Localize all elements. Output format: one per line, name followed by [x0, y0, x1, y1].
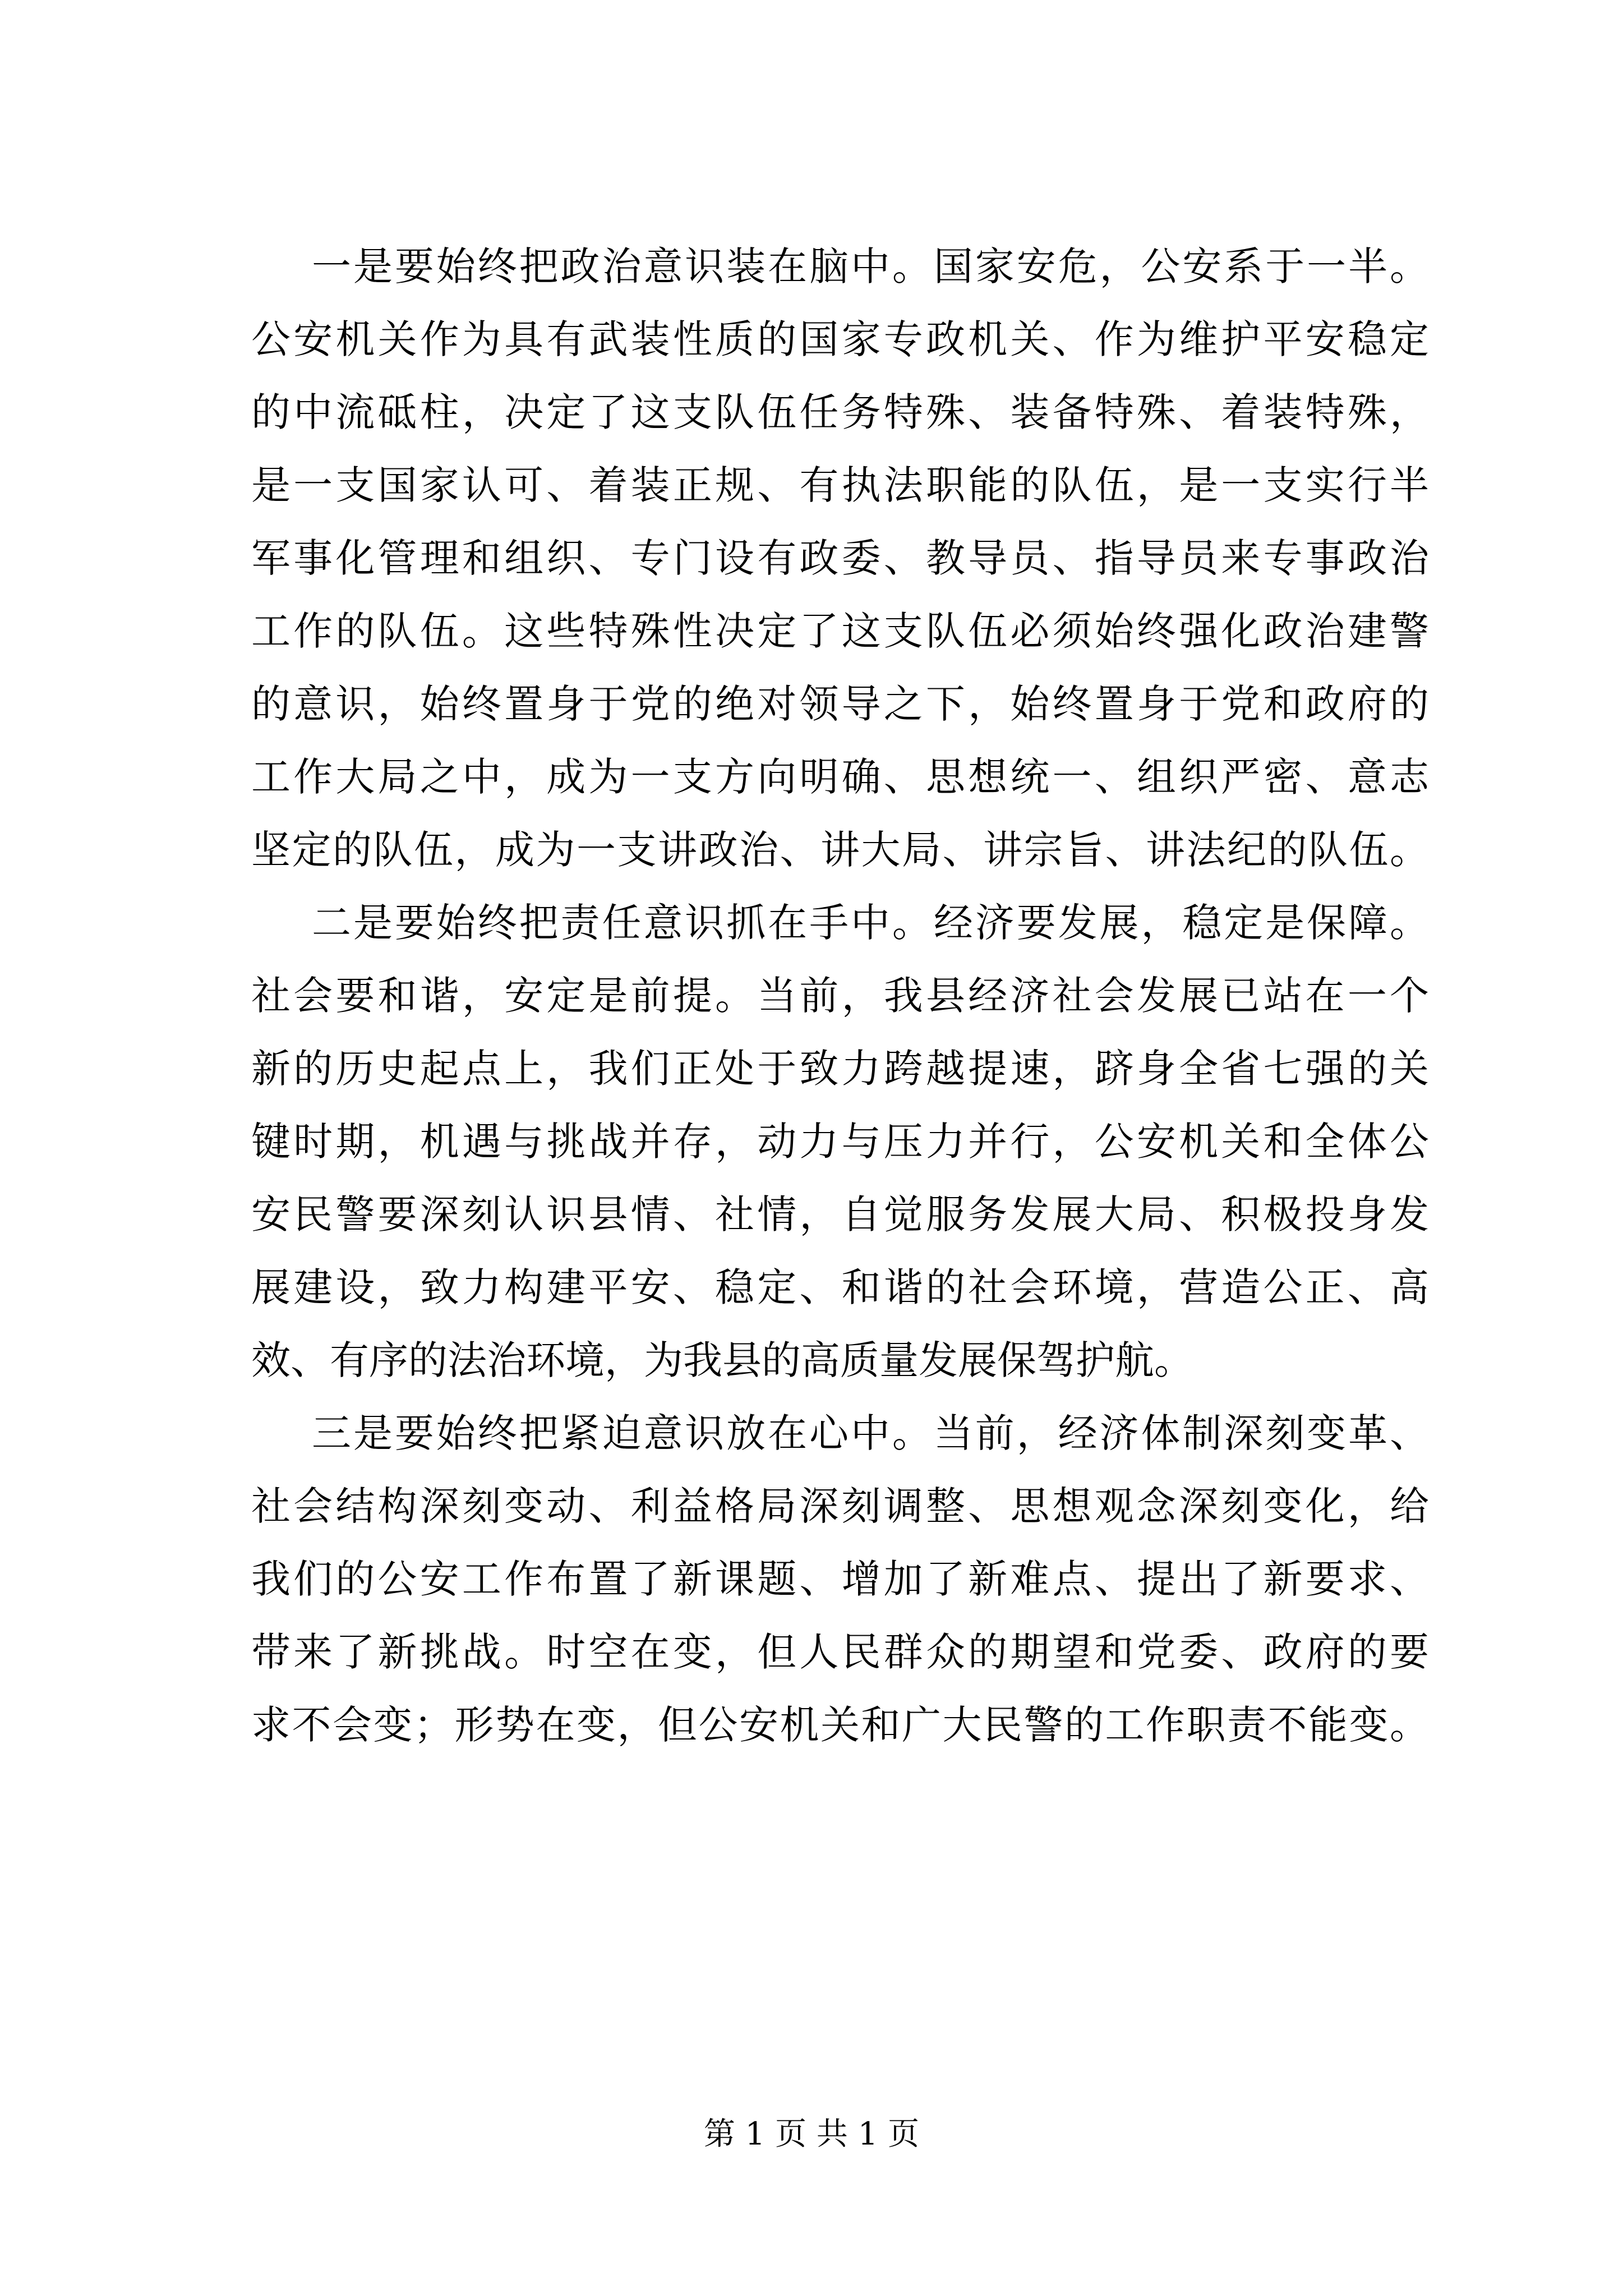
paragraph-1-line-1: 一是要始终把政治意识装在脑中。国家安危，公安系于一半。	[312, 243, 1429, 289]
paragraph-1-line-5: 军事化管理和组织、专门设有政委、教导员、指导员来专事政治	[251, 535, 1429, 581]
paragraph-1-line-6: 工作的队伍。这些特殊性决定了这支队伍必须始终强化政治建警	[251, 608, 1429, 654]
paragraph-2-line-7: 效、有序的法治环境，为我县的高质量发展保驾护航。	[251, 1337, 1193, 1383]
paragraph-3-line-4: 带来了新挑战。时空在变，但人民群众的期望和党委、政府的要	[251, 1629, 1429, 1675]
page-number-label: 第 1 页 共 1 页	[703, 2116, 920, 2152]
paragraph-3-line-2: 社会结构深刻变动、利益格局深刻调整、思想观念深刻变化，给	[251, 1483, 1429, 1529]
paragraph-2-line-3: 新的历史起点上，我们正处于致力跨越提速，跻身全省七强的关	[251, 1046, 1429, 1092]
page-footer	[0, 2115, 1623, 2154]
paragraph-2-line-5: 安民警要深刻认识县情、社情，自觉服务发展大局、积极投身发	[251, 1191, 1429, 1237]
paragraph-3-line-5: 求不会变；形势在变，但公安机关和广大民警的工作职责不能变。	[251, 1702, 1429, 1748]
paragraph-2-line-6: 展建设，致力构建平安、稳定、和谐的社会环境，营造公正、高	[251, 1264, 1429, 1310]
paragraph-2-line-2: 社会要和谐，安定是前提。当前，我县经济社会发展已站在一个	[251, 973, 1429, 1019]
paragraph-2-line-1: 二是要始终把责任意识抓在手中。经济要发展，稳定是保障。	[312, 900, 1429, 946]
paragraph-3-line-3: 我们的公安工作布置了新课题、增加了新难点、提出了新要求、	[251, 1556, 1429, 1602]
paragraph-1-line-7: 的意识，始终置身于党的绝对领导之下，始终置身于党和政府的	[251, 681, 1429, 727]
paragraph-1-line-8: 工作大局之中，成为一支方向明确、思想统一、组织严密、意志	[251, 754, 1429, 800]
paragraph-3-line-1: 三是要始终把紧迫意识放在心中。当前，经济体制深刻变革、	[312, 1410, 1429, 1456]
paragraph-1-line-4: 是一支国家认可、着装正规、有执法职能的队伍，是一支实行半	[251, 462, 1429, 508]
paragraph-1-line-3: 的中流砥柱，决定了这支队伍任务特殊、装备特殊、着装特殊，	[251, 389, 1429, 435]
body-text	[251, 230, 1429, 1761]
paragraph-1-line-9: 坚定的队伍，成为一支讲政治、讲大局、讲宗旨、讲法纪的队伍。	[251, 827, 1429, 873]
paragraph-2-line-4: 键时期，机遇与挑战并存，动力与压力并行，公安机关和全体公	[251, 1119, 1429, 1165]
paragraph-1-line-2: 公安机关作为具有武装性质的国家专政机关、作为维护平安稳定	[251, 316, 1429, 362]
